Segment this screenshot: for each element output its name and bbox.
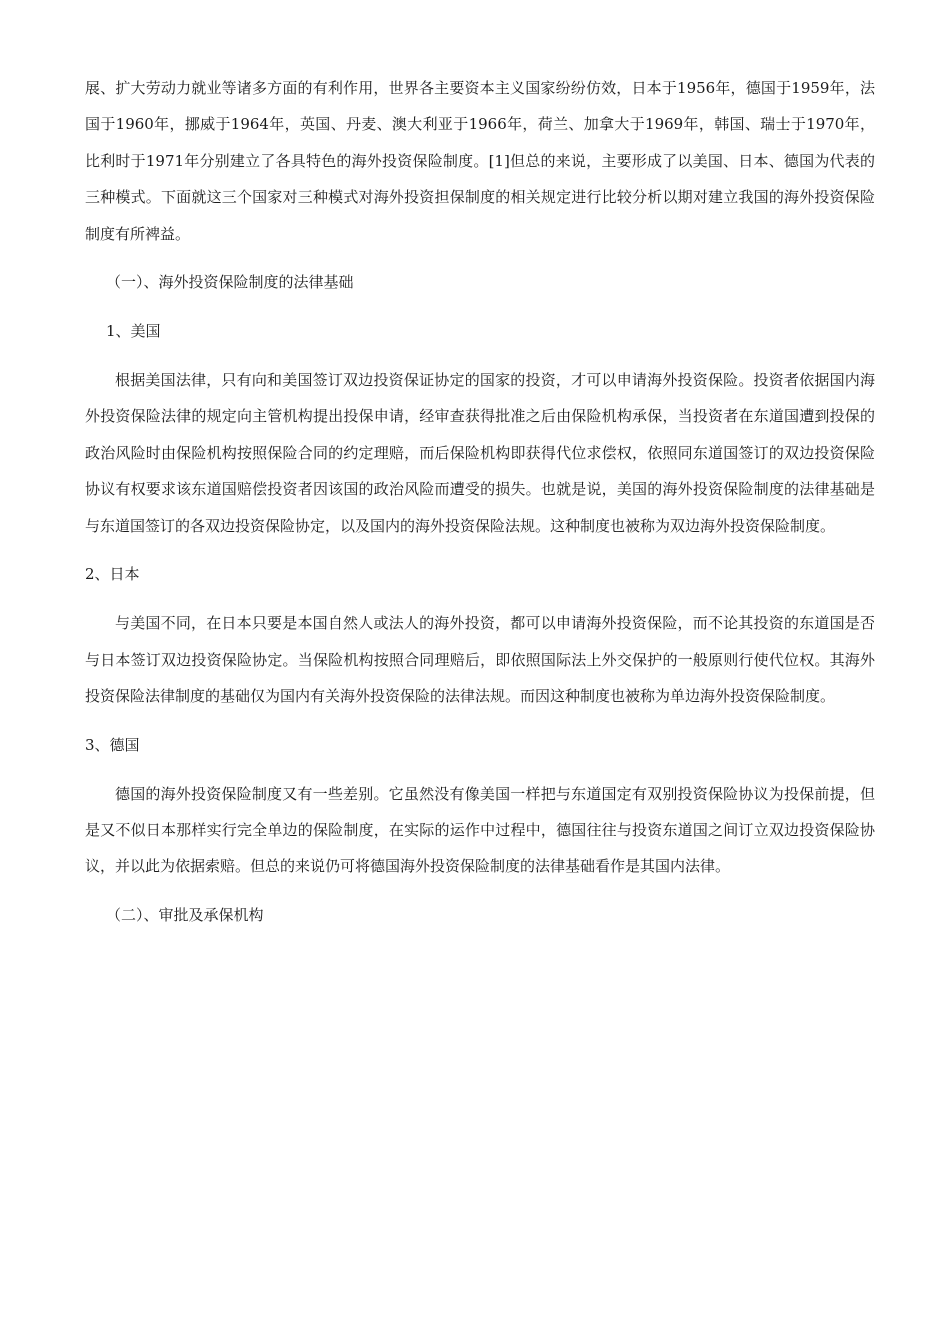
subheading-germany: 3、德国	[85, 735, 140, 754]
subheading-japan: 2、日本	[85, 565, 140, 584]
paragraph-japan: 与美国不同，在日本只要是本国自然人或法人的海外投资，都可以申请海外投资保险，而不论其投资的东道国是否与日本签订双边投资保险协定。当保险机构按照合同理赔后，即依照国际法上外交保护的一般原则行使代位权。其海外投资保险法律制度的基础仅为国内有关海外投资保险的法律法规。而因这种制度也被称为单边海外投资保险制度。	[85, 614, 875, 706]
spacer	[85, 301, 875, 313]
spacer	[85, 763, 875, 775]
paragraph-usa: 根据美国法律，只有向和美国签订双边投资保证协定的国家的投资，才可以申请海外投资保险。投资者依据国内海外投资保险法律的规定向主管机构提出投保申请，经审查获得批准之后由保险机构承保，当投资者在东道国遭到投保的政治风险时由保险机构按照保险合同的约定理赔，而后保险机构即获得代位求偿权，依照同东道国签订的双边投资保险协议有权要求该东道国赔偿投资者因该国的政治风险而遭受的损失。也就是说，美国的海外投资保险制度的法律基础是与东道国签订的各双边投资保险协定，以及国内的海外投资保险法规。这种制度也被称为双边海外投资保险制度。	[85, 371, 875, 535]
spacer	[85, 714, 875, 726]
spacer	[85, 593, 875, 605]
spacer	[85, 885, 875, 897]
spacer	[85, 252, 875, 264]
section-heading-approval-agency: （二）、审批及承保机构	[106, 906, 264, 925]
document-body	[85, 70, 875, 934]
intro-paragraph: 展、扩大劳动力就业等诸多方面的有利作用，世界各主要资本主义国家纷纷仿效，日本于1956年，德国于1959年，法国于1960年，挪威于1964年，英国、丹麦、澳大利亚于1966年，荷兰、加拿大于1969年，韩国、瑞士于1970年，比利时于1971年分别建立了各具特色的海外投资保险制度。[1]但总的来说，主要形成了以美国、日本、德国为代表的三种模式。下面就这三个国家对三种模式对海外投资担保制度的相关规定进行比较分析以期对建立我国的海外投资保险制度有所裨益。	[85, 79, 875, 243]
subheading-usa: 1、美国	[106, 322, 161, 341]
section-heading-legal-basis: （一）、海外投资保险制度的法律基础	[106, 273, 354, 292]
spacer	[85, 350, 875, 362]
paragraph-germany: 德国的海外投资保险制度又有一些差别。它虽然没有像美国一样把与东道国定有双别投资保险协议为投保前提，但是又不似日本那样实行完全单边的保险制度，在实际的运作中过程中，德国往往与投资东道国之间订立双边投资保险协议，并以此为依据索赔。但总的来说仍可将德国海外投资保险制度的法律基础看作是其国内法律。	[85, 784, 875, 876]
spacer	[85, 544, 875, 556]
